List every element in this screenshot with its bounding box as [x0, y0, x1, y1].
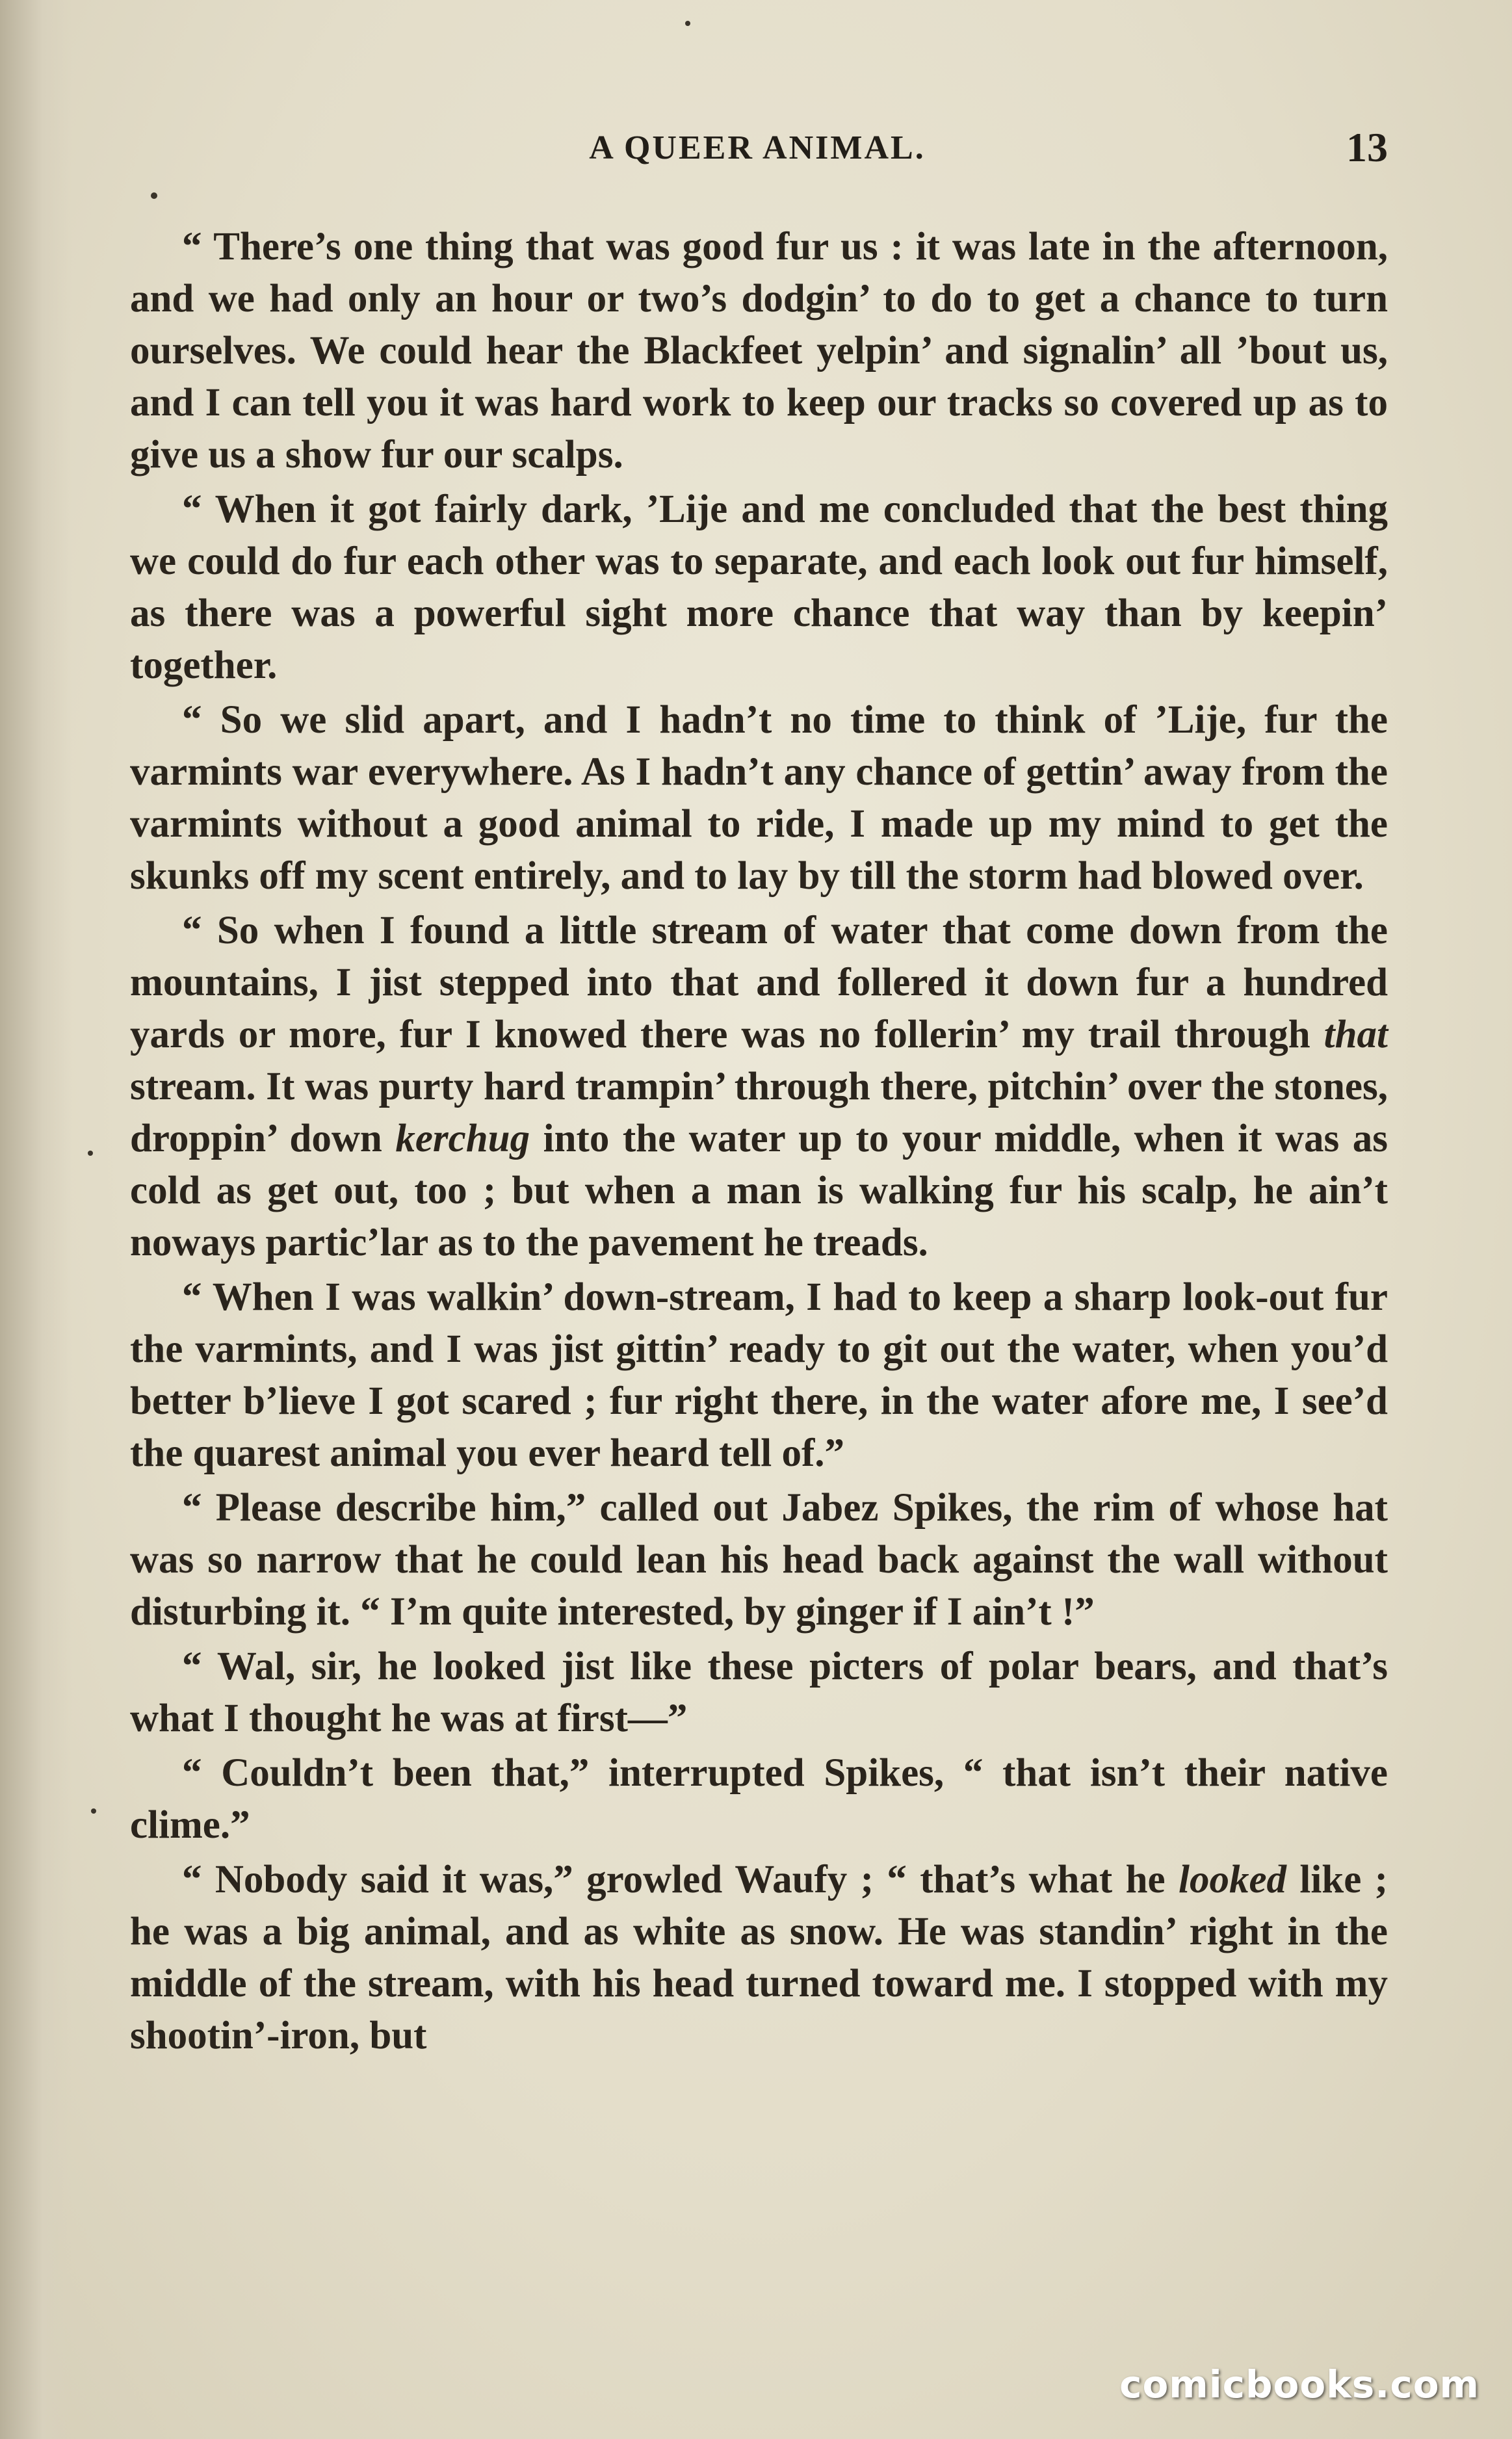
page-number: 13 — [1346, 124, 1388, 170]
paragraph-text: “ Couldn’t been that,” interrupted Spikes, “ that isn’t their native clime.” — [130, 1751, 1388, 1847]
ink-speck — [91, 1808, 96, 1814]
paragraph-7 — [130, 1641, 1388, 1745]
ink-speck — [151, 192, 157, 199]
ink-speck — [685, 21, 690, 26]
paragraph-9 — [130, 1854, 1388, 2062]
ink-speck — [88, 1151, 93, 1156]
paragraph-text: “ When it got fairly dark, ’Lije and me concluded that the best thing we could do fur each other was to separate, and each look out fur himself, as there was a powerful sight more chance that way than by keepin’ together. — [130, 488, 1388, 687]
page-gutter-shadow — [0, 0, 72, 2439]
paragraph-2 — [130, 484, 1388, 692]
paragraph-text: “ There’s one thing that was good fur us : it was late in the afternoon, and we had only an hour or two’s dodgin’ to do to get a chance to turn ourselves. We could hear the Blackfeet yelpin’ and signalin’ all ’bout us, and I can tell you it was hard work to keep our tracks so covered up as to give us a show fur our scalps. — [130, 225, 1388, 476]
paragraph-text: “ Please describe him,” called out Jabez Spikes, the rim of whose hat was so narrow that he could lean his head back against the wall without disturbing it. “ I’m quite interested, by ginger if I ain’t !” — [130, 1486, 1388, 1634]
italic-word: kerchug — [395, 1117, 530, 1160]
paragraph-text: “ Nobody said it was,” growled Waufy ; “ that’s what he — [182, 1858, 1179, 1901]
paragraph-4 — [130, 905, 1388, 1269]
paragraph-text: “ So we slid apart, and I hadn’t no time to think of ’Lije, fur the varmints war everywhere. As I hadn’t any chance of gettin’ away from the varmints without a good animal to ride, I made up my mind to get the skunks off my scent entirely, and to lay by till the storm had blowed over. — [130, 698, 1388, 898]
body-text — [130, 221, 1388, 2062]
paragraph-8 — [130, 1747, 1388, 1851]
paragraph-text: “ So when I found a little stream of water that come down from the mountains, I jist stepped into that and follered it down fur a hundred yards or more, fur I knowed there was no follerin’ my trail through — [130, 909, 1388, 1056]
paragraph-text: “ When I was walkin’ down-stream, I had to keep a sharp look-out fur the varmints, and I was jist gittin’ ready to git out the water, when you’d better b’lieve I got scared ; fur right there, in the water afore me, I see’d the quarest animal you ever heard tell of.” — [130, 1275, 1388, 1475]
running-head: A QUEER ANIMAL. — [589, 129, 926, 166]
paragraph-text: into the water up to your middle, when it was as cold as get out, too ; but when a man is walking fur his scalp, he ain’t noways partic’lar as to the pavement he treads. — [130, 1117, 1388, 1264]
watermark-logo: comicbooks.com — [1119, 2362, 1479, 2406]
paragraph-1 — [130, 221, 1388, 481]
paragraph-5 — [130, 1272, 1388, 1480]
page-header — [127, 124, 1388, 182]
paragraph-6 — [130, 1482, 1388, 1638]
paragraph-text: stream. It was purty hard trampin’ through there, pitchin’ over the stones, droppin’ down — [130, 1065, 1388, 1160]
italic-word: that — [1323, 1013, 1388, 1056]
paragraph-3 — [130, 694, 1388, 902]
paragraph-text: like ; he was a big animal, and as white as snow. He was standin’ right in the middle of the stream, with his head turned toward me. I stopped with my shootin’-iron, but — [130, 1858, 1388, 2057]
paragraph-text: “ Wal, sir, he looked jist like these picters of polar bears, and that’s what I thought he was at first—” — [130, 1645, 1388, 1740]
italic-word: looked — [1179, 1858, 1287, 1901]
